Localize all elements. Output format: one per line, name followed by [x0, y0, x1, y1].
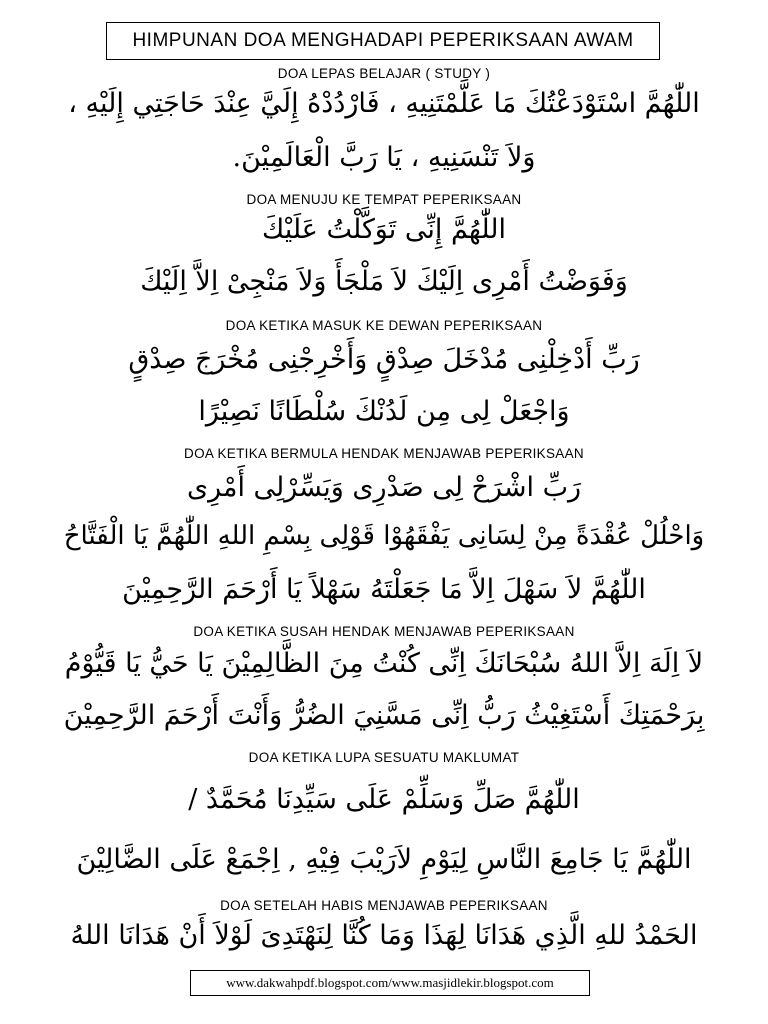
- arabic-line: اللّٰهُمَّ يَا جَامِعَ النَّاسِ لِيَوْمِ لاَرَيْبَ فِيْهِ , اِجْمَعْ عَلَى الضَّالِيْنَ: [76, 844, 692, 875]
- arabic-line: اللّٰهُمَّ إِنِّى تَوَكَّلْتُ عَلَيْكَ: [261, 214, 507, 245]
- arabic-line: وَفَوَضْتُ أَمْرِى اِلَيْكَ لاَ مَلْجَأَ وَلاَ مَنْجِىْ اِلاَّ اِلَيْكَ: [140, 266, 628, 297]
- arabic-line: رَبِّ اشْرَحْ لِى صَدْرِى وَيَسِّرْلِى أَمْرِى: [186, 472, 582, 503]
- section-heading-lepas-belajar: DOA LEPAS BELAJAR ( STUDY ): [277, 66, 491, 81]
- section-heading-habis-menjawab: DOA SETELAH HABIS MENJAWAB PEPERIKSAAN: [220, 898, 548, 913]
- arabic-line: وَاحْلُلْ عُقْدَةً مِنْ لِسَانِى يَفْقَهُوْا قَوْلِى بِسْمِ اللهِ اللّٰهُمَّ يَا الْفَتَّاحُ: [63, 521, 705, 551]
- page-title: HIMPUNAN DOA MENGHADAPI PEPERIKSAAN AWAM: [106, 22, 660, 60]
- section-heading-lupa-maklumat: DOA KETIKA LUPA SESUATU MAKLUMAT: [248, 750, 520, 765]
- arabic-line: اللّٰهُمَّ صَلِّ وَسَلِّمْ عَلَى سَيِّدِنَا مُحَمَّدٌ /: [188, 784, 580, 815]
- footer-url: www.dakwahpdf.blogspot.com/www.masjidlekir.blogspot.com: [190, 970, 590, 996]
- section-heading-menuju-tempat: DOA MENUJU KE TEMPAT PEPERIKSAAN: [246, 192, 522, 207]
- arabic-line: لاَ اِلَهَ اِلاَّ اللهُ سُبْحَانَكَ اِنِّى كُنْتُ مِنَ الظَّالِمِيْنَ يَا حَيُّ يَا قَيُّوْمُ: [64, 648, 704, 679]
- section-heading-susah-menjawab: DOA KETIKA SUSAH HENDAK MENJAWAB PEPERIKSAAN: [193, 624, 575, 639]
- arabic-line: اللّٰهُمَّ لاَ سَهْلَ اِلاَّ مَا جَعَلْتَهُ سَهْلاً يَا أَرْحَمَ الرَّحِمِيْنَ: [122, 574, 646, 605]
- arabic-line: الحَمْدُ للهِ الَّذِي هَدَانَا لِهَذَا وَمَا كُنَّا لِنَهْتَدِىَ لَوْلاَ أَنْ هَدَانَا اللهُ: [70, 920, 698, 951]
- section-heading-bermula-menjawab: DOA KETIKA BERMULA HENDAK MENJAWAB PEPERIKSAAN: [184, 446, 584, 461]
- arabic-line: رَبِّ أَدْخِلْنِى مُدْخَلَ صِدْقٍ وَأَخْرِجْنِى مُخْرَجَ صِدْقٍ: [128, 344, 640, 375]
- section-heading-masuk-dewan: DOA KETIKA MASUK KE DEWAN PEPERIKSAAN: [225, 318, 543, 333]
- arabic-line: اللّٰهُمَّ اسْتَوْدَعْتُكَ مَا عَلَّمْتَنِيهِ ، فَارْدُدْهُ إِلَيَّ عِنْدَ حَاجَتِي إِلَيْهِ ،: [68, 88, 700, 119]
- arabic-line: وَلاَ تَنْسَنِيهِ ، يَا رَبَّ الْعَالَمِيْنَ.: [232, 142, 536, 173]
- arabic-line: وَاجْعَلْ لِى مِن لَدُنْكَ سُلْطَانًا نَصِيْرًا: [198, 396, 570, 427]
- arabic-line: بِرَحْمَتِكَ أَسْتَغِيْثُ رَبُّ اِنِّى مَسَّنِيَ الضُرُّ وَأَنْتَ أَرْحَمَ الرَّحِمِيْنَ: [63, 700, 705, 731]
